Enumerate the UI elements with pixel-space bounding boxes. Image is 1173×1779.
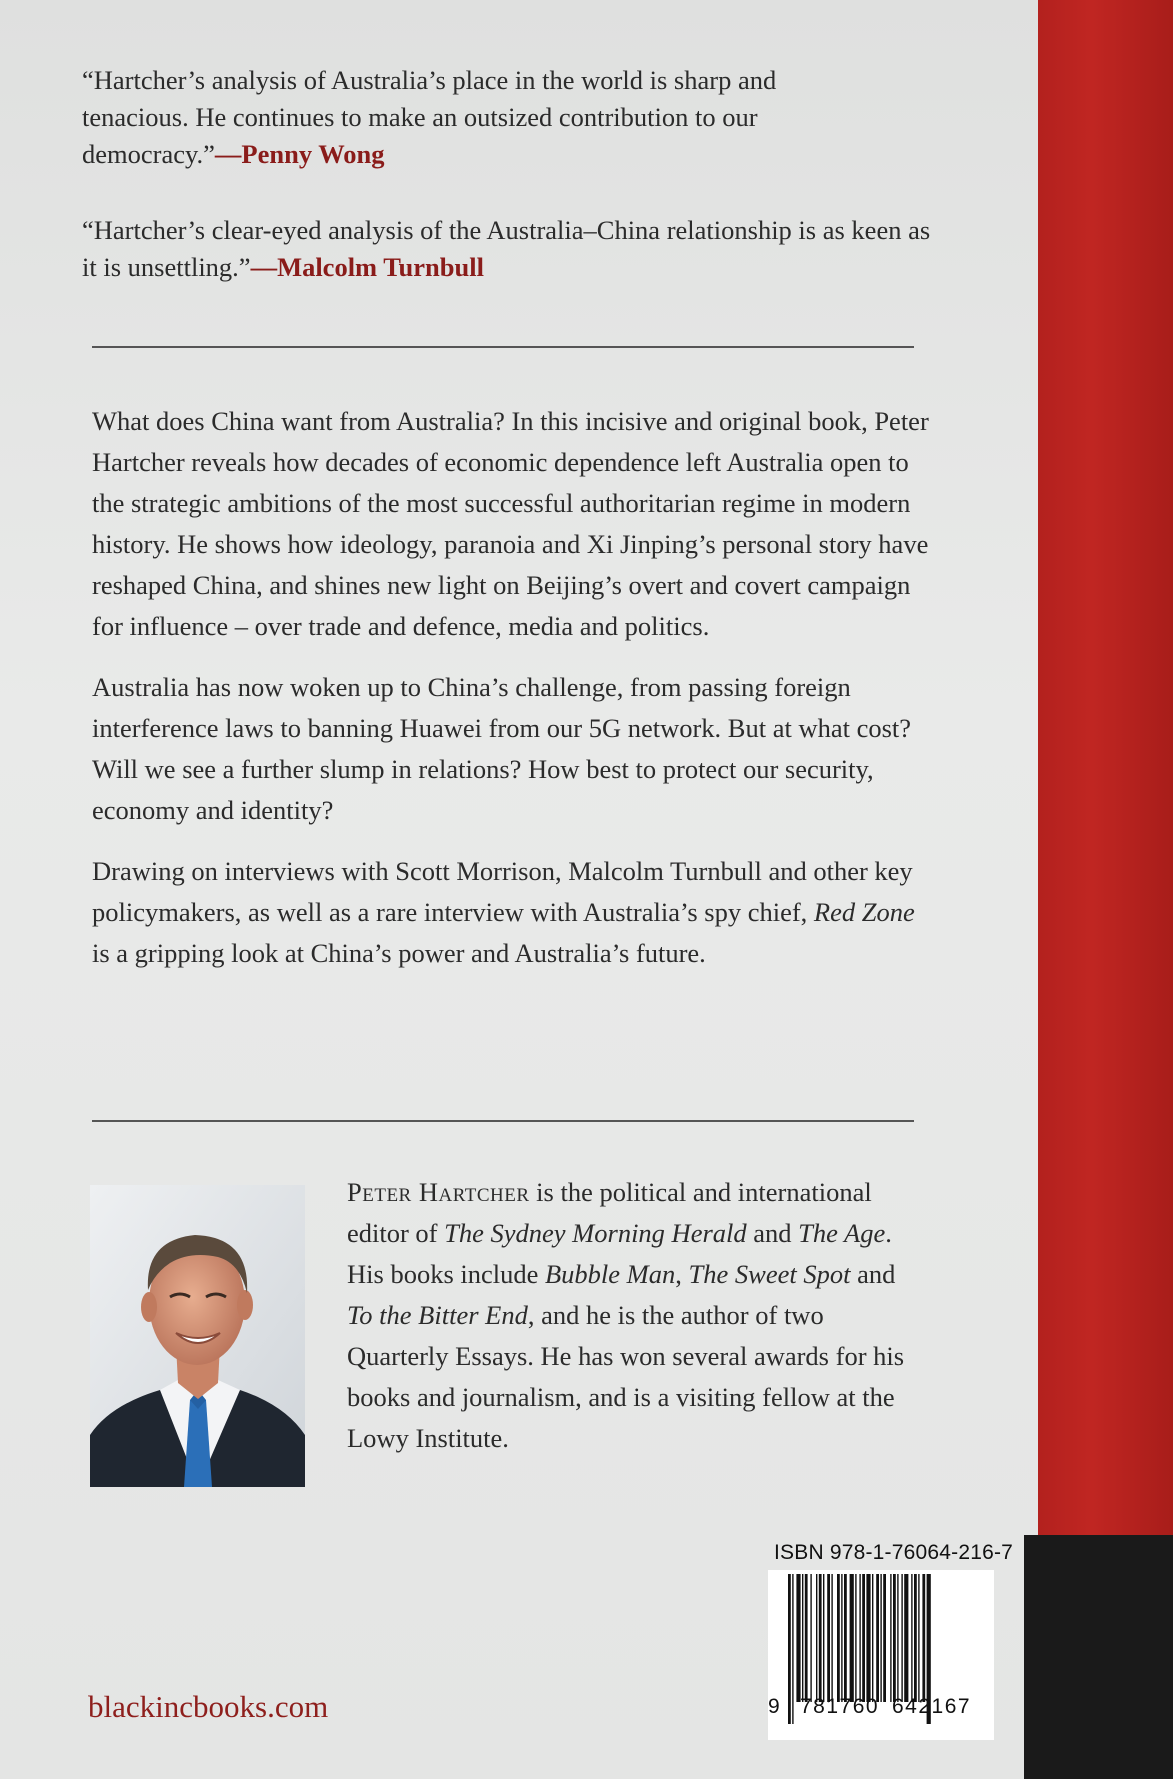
barcode-bar bbox=[816, 1574, 817, 1702]
barcode-digit-group-2: 642167 bbox=[892, 1695, 972, 1718]
barcode-bar bbox=[837, 1574, 840, 1702]
barcode-bar bbox=[810, 1574, 811, 1702]
barcode-bar bbox=[792, 1574, 793, 1724]
bio-text: , and he is the author of two Quarterly Essays. He has won several awards for his books and journalism, and is a visiting fellow at the Lowy Institute. bbox=[347, 1300, 905, 1453]
isbn-label: ISBN 978-1-76064-216-7 bbox=[774, 1541, 1014, 1564]
publication-title: The Age bbox=[798, 1218, 886, 1248]
barcode-bar bbox=[880, 1574, 881, 1702]
spine-black-band bbox=[1024, 1535, 1173, 1779]
bio-text: is the political and international editor of bbox=[347, 1177, 872, 1248]
barcode-bar bbox=[805, 1574, 808, 1702]
barcode-bar bbox=[897, 1574, 898, 1702]
barcode-bar bbox=[862, 1574, 865, 1702]
barcode-bar bbox=[788, 1574, 791, 1724]
barcode-bar bbox=[893, 1574, 896, 1702]
barcode-bar bbox=[859, 1574, 860, 1702]
quote-attribution: —Penny Wong bbox=[214, 139, 385, 169]
bio-text: . His books include bbox=[347, 1218, 892, 1289]
barcode-bar bbox=[883, 1574, 886, 1702]
book-title: The Sweet Spot bbox=[688, 1259, 851, 1289]
book-blurb bbox=[92, 401, 932, 994]
book-title: To the Bitter End bbox=[347, 1300, 528, 1330]
quote-malcolm-turnbull bbox=[82, 212, 932, 286]
barcode-bar bbox=[918, 1574, 919, 1702]
quote-text: “Hartcher’s analysis of Australia’s place in the world is sharp and tenacious. He continues to make an outsized contribution to our democracy.” bbox=[82, 65, 777, 169]
book-title: Red Zone bbox=[813, 897, 915, 927]
spine-red-band bbox=[1038, 0, 1173, 1779]
quote-attribution: —Malcolm Turnbull bbox=[250, 252, 484, 282]
blurb-paragraph-1: What does China want from Australia? In this incisive and original book, Peter Hartcher reveals how decades of economic dependence left Australia open to the strategic ambitions of the most successful authoritarian regime in modern history. He shows how ideology, paranoia and Xi Jinping’s personal story have reshaped China, and shines new light on Beijing’s overt and covert campaign for influence – over trade and defence, media and politics. bbox=[92, 406, 929, 641]
publication-title: The Sydney Morning Herald bbox=[444, 1218, 747, 1248]
publisher-website: blackincbooks.com bbox=[88, 1689, 329, 1724]
blurb-paragraph-3 bbox=[92, 851, 932, 974]
bio-text: and bbox=[857, 1259, 896, 1289]
barcode-bar bbox=[901, 1574, 902, 1702]
blurb-paragraph-2: Australia has now woken up to China’s challenge, from passing foreign interference laws to banning Huawei from our 5G network. But at what cost? Will we see a further slump in relations? How best to protect our security, economy and identity? bbox=[92, 672, 912, 825]
author-portrait-image bbox=[90, 1185, 305, 1487]
divider-top bbox=[92, 346, 914, 348]
barcode-bar bbox=[904, 1574, 908, 1702]
author-name: Peter Hartcher bbox=[347, 1177, 530, 1207]
barcode-bar bbox=[841, 1574, 842, 1702]
barcode-bar bbox=[911, 1574, 912, 1702]
blurb-text: Drawing on interviews with Scott Morrison, Malcolm Turnbull and other key policymakers, as well as a rare interview with Australia’s spy chief, bbox=[92, 856, 913, 927]
barcode-bar bbox=[844, 1574, 847, 1702]
barcode-bar bbox=[914, 1574, 917, 1702]
quote-text: “Hartcher’s clear-eyed analysis of the Australia–China relationship is as keen as it is unsettling.” bbox=[82, 215, 931, 282]
barcode-bar bbox=[819, 1574, 822, 1702]
barcode-bar bbox=[796, 1574, 800, 1702]
barcode-bar bbox=[922, 1574, 925, 1702]
quote-penny-wong bbox=[82, 62, 882, 173]
barcode-bar bbox=[802, 1574, 803, 1702]
barcode-bar bbox=[823, 1574, 824, 1702]
barcode-bar bbox=[872, 1574, 873, 1702]
barcode-bar bbox=[827, 1574, 830, 1702]
barcode-bar bbox=[850, 1574, 854, 1702]
barcode-bar bbox=[890, 1574, 891, 1702]
barcode-bar bbox=[866, 1574, 870, 1702]
barcode-bar bbox=[831, 1574, 832, 1702]
book-title: Bubble Man bbox=[545, 1259, 676, 1289]
blurb-text: is a gripping look at China’s power and Australia’s future. bbox=[92, 938, 706, 968]
barcode-digit-group-1: 781760 bbox=[800, 1695, 880, 1718]
barcode-bar bbox=[855, 1574, 856, 1702]
bio-text: and bbox=[753, 1218, 792, 1248]
author-bio: Peter Hartcher is the political and international editor of The Sydney Morning Herald and The Age. His books include Bubble Man, The Sweet Spot and To the Bitter End, and he is the author of two Quarterly Essays. He has won several awards for his books and journalism, and is a visiting fellow at the Lowy Institute. bbox=[347, 1177, 905, 1453]
barcode-lead-digit: 9 bbox=[768, 1695, 780, 1718]
author-photo bbox=[90, 1185, 305, 1487]
barcode-bar bbox=[876, 1574, 879, 1702]
divider-bottom bbox=[92, 1120, 914, 1122]
